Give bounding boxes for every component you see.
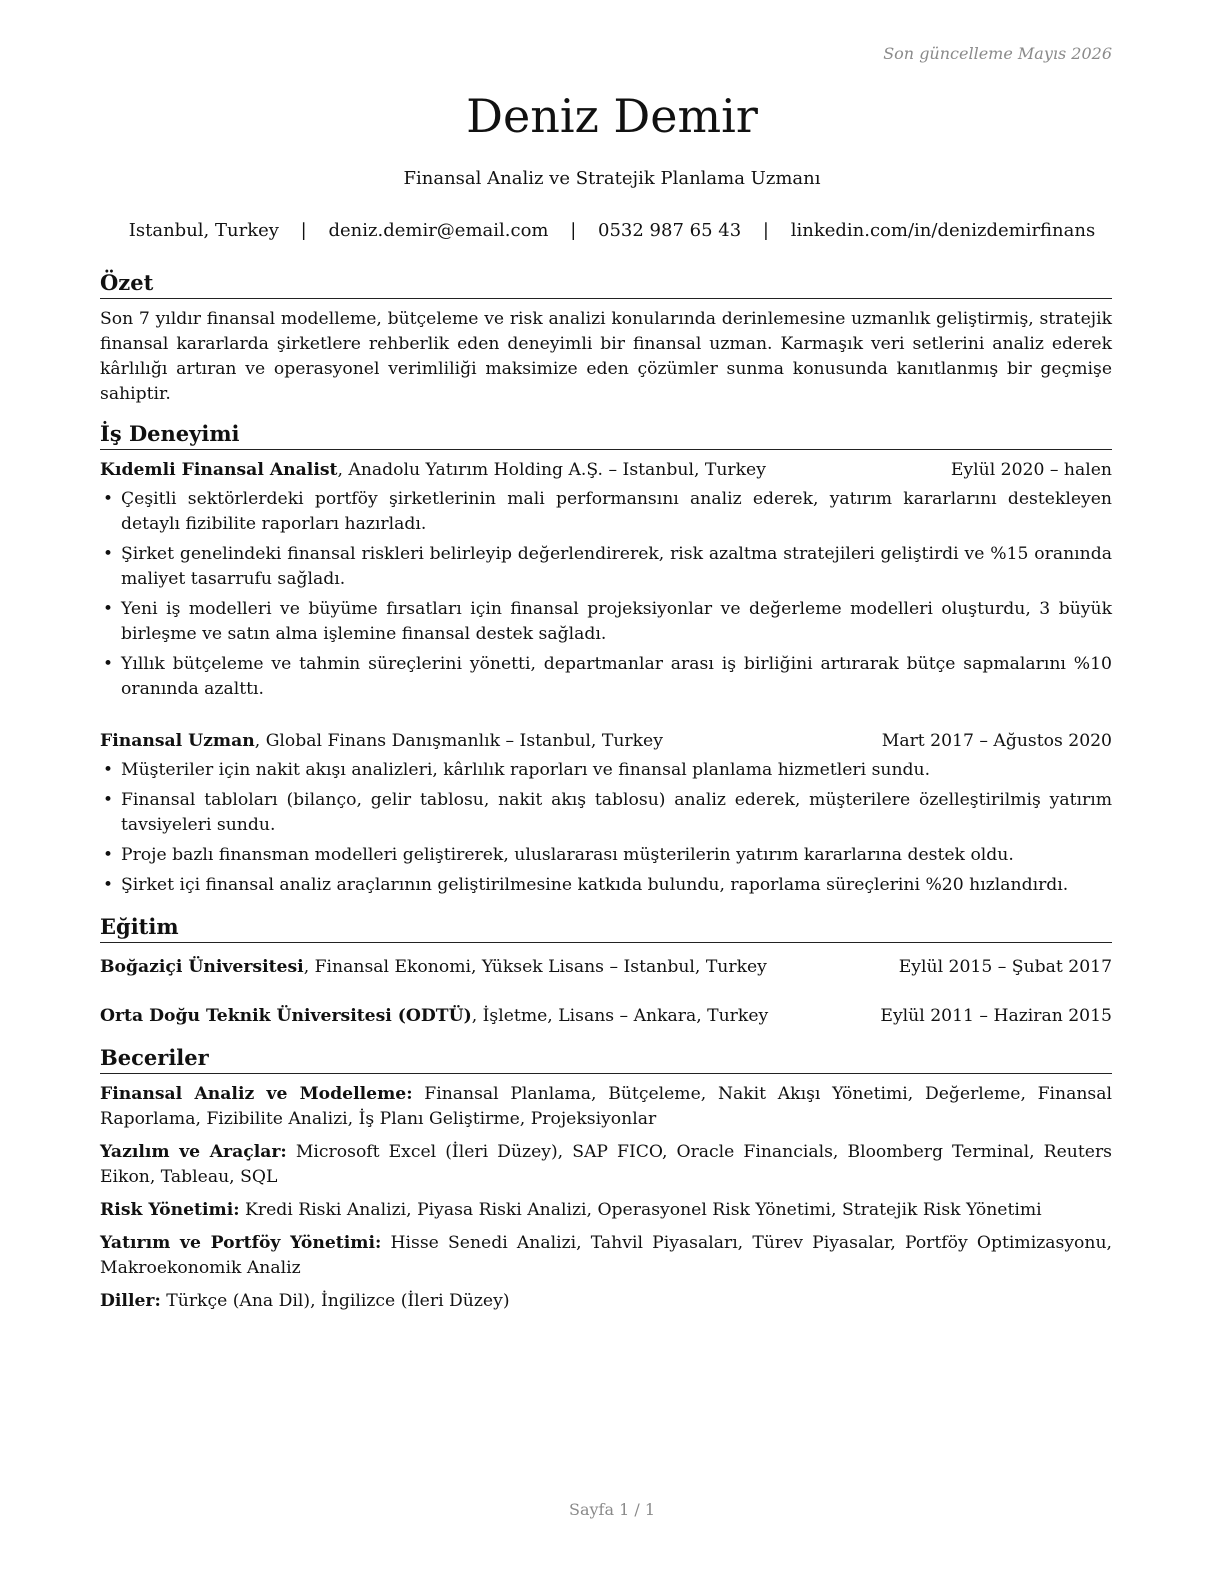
skill-value: Finansal Planlama, Bütçeleme, Nakit Akışı Yönetimi, Değerleme, Finansal Raporlama, Fizibilite Analizi, İş Planı Geliştirme, Projeksiyonlar	[100, 1084, 1112, 1129]
skill-label: Risk Yönetimi:	[100, 1200, 240, 1220]
job-entry	[100, 729, 1112, 898]
job-header	[100, 729, 1112, 754]
skill-label: Yazılım ve Araçlar:	[100, 1142, 287, 1162]
bullet-item: • Müşteriler için nakit akışı analizleri, kârlılık raporları ve finansal planlama hizmetleri sundu.	[100, 758, 1112, 783]
contact-linkedin[interactable]: linkedin.com/in/denizdemirfinans	[790, 220, 1096, 241]
education-school: Orta Doğu Teknik Üniversitesi (ODTÜ)	[100, 1006, 472, 1026]
contact-location: Istanbul, Turkey	[128, 220, 279, 241]
job-bullets	[100, 487, 1112, 702]
education-entry	[100, 955, 1112, 980]
section-heading-education: Eğitim	[100, 912, 1112, 943]
section-heading-summary: Özet	[100, 268, 1112, 299]
skill-line	[100, 1082, 1112, 1132]
summary-section	[100, 268, 1112, 407]
skill-label: Yatırım ve Portföy Yönetimi:	[100, 1233, 382, 1253]
education-dates: Eylül 2015 – Şubat 2017	[898, 957, 1112, 977]
skill-line	[100, 1231, 1112, 1281]
contact-separator: |	[762, 220, 769, 241]
resume-content	[100, 268, 1112, 1314]
job-role: Kıdemli Finansal Analist	[100, 460, 338, 480]
bullet-item: • Finansal tabloları (bilanço, gelir tablosu, nakit akış tablosu) analiz ederek, müşterilere özelleştirilmiş yatırım tavsiyeleri sundu.	[100, 788, 1112, 838]
skill-label: Finansal Analiz ve Modelleme:	[100, 1084, 413, 1104]
bullet-item: • Şirket içi finansal analiz araçlarının geliştirilmesine katkıda bulundu, raporlama süreçlerini %20 hızlandırdı.	[100, 873, 1112, 898]
job-bullets	[100, 758, 1112, 898]
education-detail: , İşletme, Lisans – Ankara, Turkey	[471, 1006, 769, 1026]
skill-value: Hisse Senedi Analizi, Tahvil Piyasaları, Türev Piyasalar, Portföy Optimizasyonu, Makroekonomik Analiz	[100, 1233, 1112, 1278]
education-school-line	[100, 955, 767, 980]
experience-section	[100, 419, 1112, 898]
bullet-item: • Proje bazlı finansman modelleri geliştirerek, uluslararası müşterilerin yatırım kararlarına destek oldu.	[100, 843, 1112, 868]
skill-label: Diller:	[100, 1291, 161, 1311]
page-number: Sayfa 1 / 1	[568, 1500, 655, 1519]
contact-separator: |	[570, 220, 577, 241]
person-name: Deniz Demir	[466, 89, 758, 143]
skill-value: Türkçe (Ana Dil), İngilizce (İleri Düzey)	[160, 1291, 510, 1311]
summary-text: Son 7 yıldır finansal modelleme, bütçeleme ve risk analizi konularında derinlemesine uzmanlık geliştirmiş, stratejik finansal kararlarda şirketlere rehberlik eden deneyimli bir finansal uzman. Karmaşık veri setlerini analiz ederek kârlılığı artıran ve operasyonel verimliliği maksimize eden çözümler sunma konusunda kanıtlanmış bir geçmişe sahiptir.	[100, 309, 1112, 404]
bullet-item: • Çeşitli sektörlerdeki portföy şirketlerinin mali performansını analiz ederek, yatırım kararlarını destekleyen detaylı fizibilite raporları hazırladı.	[100, 487, 1112, 537]
bullet-item: • Yıllık bütçeleme ve tahmin süreçlerini yönetti, departmanlar arası iş birliğini artırarak bütçe sapmalarını %10 oranında azalttı.	[100, 652, 1112, 702]
education-school: Boğaziçi Üniversitesi	[100, 957, 304, 977]
job-dates: Eylül 2020 – halen	[950, 460, 1112, 480]
job-role: Finansal Uzman	[100, 731, 255, 751]
job-org: , Global Finans Danışmanlık – Istanbul, Turkey	[254, 731, 663, 751]
job-role-line	[100, 729, 663, 754]
education-detail: , Finansal Ekonomi, Yüksek Lisans – Istanbul, Turkey	[303, 957, 767, 977]
last-updated: Son güncelleme Mayıs 2026	[883, 44, 1112, 63]
skill-line	[100, 1140, 1112, 1190]
contact-phone[interactable]: 0532 987 65 43	[598, 220, 742, 241]
bullet-item: • Şirket genelindeki finansal riskleri belirleyip değerlendirerek, risk azaltma stratejileri geliştirdi ve %15 oranında maliyet tasarrufu sağladı.	[100, 542, 1112, 592]
job-title: Finansal Analiz ve Stratejik Planlama Uzmanı	[403, 168, 821, 189]
job-dates: Mart 2017 – Ağustos 2020	[881, 731, 1112, 751]
skill-value: Kredi Riski Analizi, Piyasa Riski Analizi, Operasyonel Risk Yönetimi, Stratejik Risk Yönetimi	[239, 1200, 1042, 1220]
skill-line	[100, 1289, 1112, 1314]
section-heading-experience: İş Deneyimi	[100, 419, 1112, 450]
education-dates: Eylül 2011 – Haziran 2015	[880, 1006, 1112, 1026]
contact-separator: |	[300, 220, 307, 241]
section-heading-skills: Beceriler	[100, 1043, 1112, 1074]
job-spacer	[100, 707, 1112, 729]
skill-line	[100, 1198, 1112, 1223]
job-header	[100, 458, 1112, 483]
job-entry	[100, 458, 1112, 702]
contact-line	[0, 218, 1224, 244]
bullet-item: • Yeni iş modelleri ve büyüme fırsatları için finansal projeksiyonlar ve değerleme modelleri oluşturdu, 3 büyük birleşme ve satın alma işlemine finansal destek sağladı.	[100, 597, 1112, 647]
job-org: , Anadolu Yatırım Holding A.Ş. – Istanbul, Turkey	[337, 460, 766, 480]
skill-value: Microsoft Excel (İleri Düzey), SAP FICO, Oracle Financials, Bloomberg Terminal, Reuters Eikon, Tableau, SQL	[100, 1142, 1112, 1187]
skills-section	[100, 1043, 1112, 1314]
education-entry	[100, 1004, 1112, 1029]
education-section	[100, 912, 1112, 1029]
contact-email[interactable]: deniz.demir@email.com	[328, 220, 549, 241]
education-school-line	[100, 1004, 768, 1029]
job-role-line	[100, 458, 766, 483]
